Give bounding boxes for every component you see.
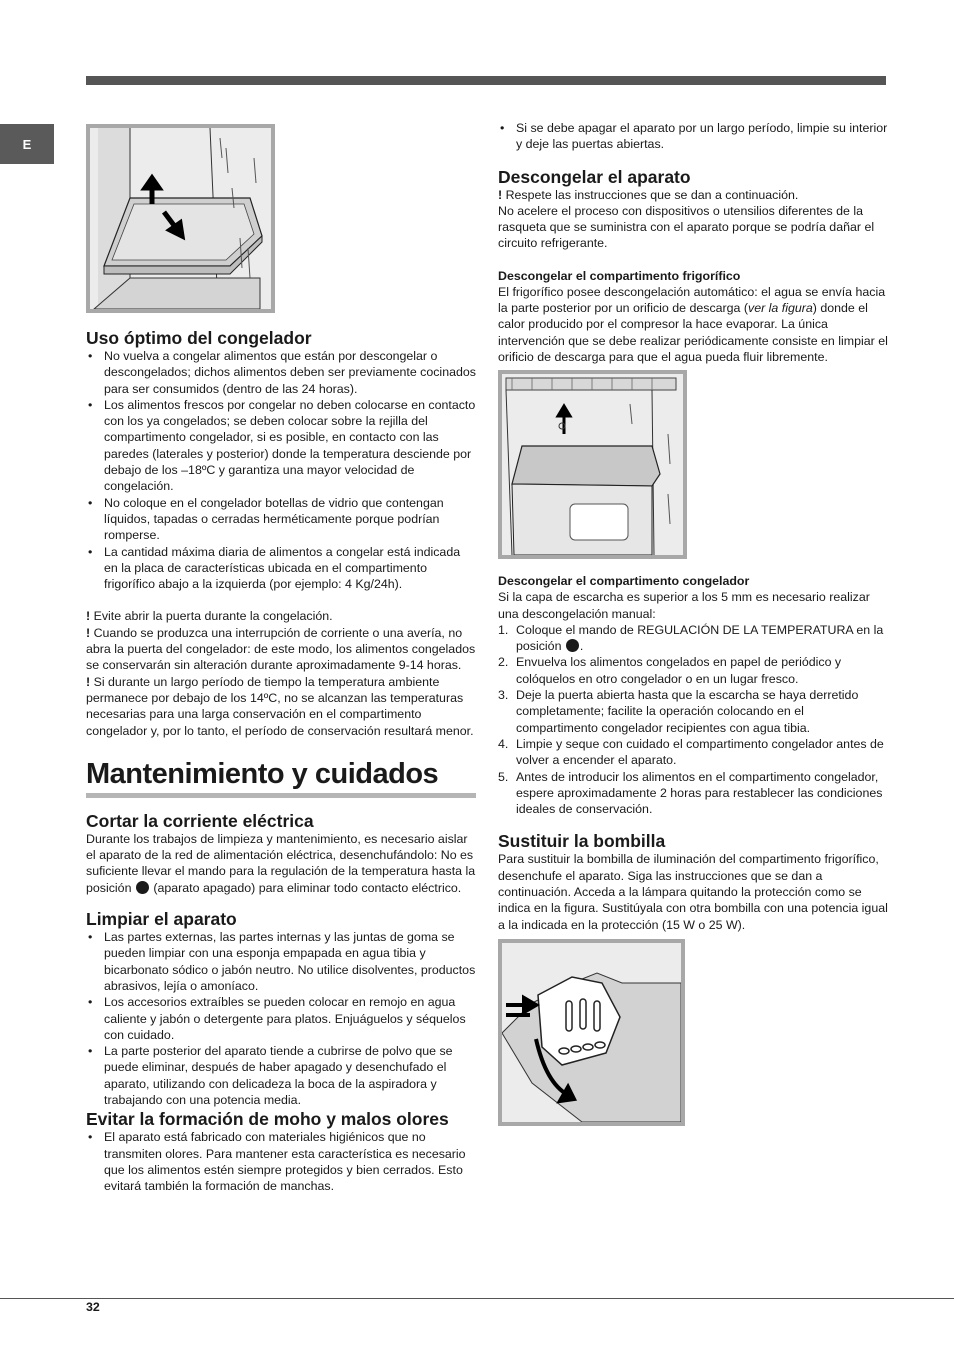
cortar-text: Durante los trabajos de limpieza y mantenimiento, es necesario aislar el aparato de la red de alimentación eléctrica, desenchufándolo: No es suficiente llevar el mando para la regulación de la temperatura hasta la posición bbox=[86, 831, 476, 895]
top-list bbox=[498, 120, 888, 153]
step-number: 1. bbox=[498, 622, 509, 637]
step-item bbox=[498, 736, 888, 769]
moho-title: Evitar la formación de moho y malos olores bbox=[86, 1109, 449, 1130]
top-rule bbox=[86, 76, 886, 85]
figure-reference: ver la figura bbox=[748, 301, 813, 316]
frigorifico-text: El frigorífico posee descongelación automático: el agua se envía hacia la parte posterior por un orificio de descarga ( bbox=[498, 284, 886, 316]
limpiar-title: Limpiar el aparato bbox=[86, 909, 237, 930]
frigorifico-text: ) donde el calor producido por el compresor la hace evaporar. La única intervención que se debe realizar periódicamente consiste en limpiar el orificio de descarga para que el agua pueda fluir libremente. bbox=[498, 301, 888, 364]
warning-text: Evite abrir la puerta durante la congelación. bbox=[90, 609, 333, 624]
step-text: Limpie y seque con cuidado el compartimento congelador antes de volver a encender el aparato. bbox=[516, 736, 884, 768]
warning-text: Respete las instrucciones que se dan a continuación. bbox=[502, 187, 799, 202]
congelador-steps bbox=[498, 622, 888, 818]
step-number: 5. bbox=[498, 769, 509, 784]
step-number: 2. bbox=[498, 655, 509, 670]
warning-paragraph bbox=[86, 625, 476, 674]
page-number: 32 bbox=[86, 1300, 100, 1314]
warning-paragraph bbox=[86, 608, 476, 624]
list-item: • Los alimentos frescos por congelar no deben colocarse en contacto con los ya congelados; se deben colocar sobre la rejilla del compartimento congelador, si es posible, en contacto con las paredes (laterales y posterior) donde la temperatura desciende por debajo de los –18ºC y garantiza una mayor velocidad de congelación. bbox=[86, 397, 476, 495]
step-item bbox=[498, 687, 888, 736]
right-column bbox=[498, 120, 888, 1126]
drain-hole-illustration bbox=[498, 370, 687, 559]
title-underline bbox=[86, 793, 476, 798]
descongelar-title: Descongelar el aparato bbox=[498, 166, 691, 187]
list-item: • Las partes externas, las partes internas y las juntas de goma se pueden limpiar con una esponja empapada en agua tibia y bicarbonato sódico o jabón neutro. No utilice disolventes, productos abrasivos, lejía o amoníaco. bbox=[86, 929, 476, 994]
step-number: 3. bbox=[498, 688, 509, 703]
main-section-title: Mantenimiento y cuidados bbox=[86, 757, 439, 790]
step-text-end: . bbox=[579, 639, 584, 654]
lamp-cover-illustration bbox=[498, 939, 685, 1126]
left-column bbox=[86, 124, 476, 1194]
descongelar-warning bbox=[498, 187, 888, 203]
off-position-icon bbox=[566, 639, 579, 652]
warning-text: Cuando se produzca una interrupción de corriente o una avería, no abra la puerta del congelador: de este modo, los alimentos congelados se conservarán sin alteración durante aproximadamente 9-14 horas. bbox=[86, 625, 476, 673]
step-item bbox=[498, 622, 888, 655]
bombilla-title: Sustituir la bombilla bbox=[498, 831, 666, 852]
list-item: • Si se debe apagar el aparato por un largo período, limpie su interior y deje las puertas abiertas. bbox=[498, 120, 888, 153]
descongelar-text: No acelere el proceso con dispositivos o utensilios diferentes de la rasqueta que se suministra con el aparato porque se podría dañar el circuito refrigerante. bbox=[498, 203, 875, 251]
list-item: • El aparato está fabricado con materiales higiénicos que no transmiten olores. Para mantener esta característica es necesario que los alimentos estén siempre protegidos y bien cerrados. Esto evitará también la formación de manchas. bbox=[86, 1129, 476, 1194]
step-item bbox=[498, 769, 888, 818]
uso-list bbox=[86, 348, 476, 592]
step-text: Envuelva los alimentos congelados en papel de periódico y colóquelos en otro congelador o en un lugar fresco. bbox=[516, 655, 842, 686]
list-item: • La cantidad máxima diaria de alimentos a congelar está indicada en la placa de características ubicada en el compartimento frigorífico abajo a la izquierda (por ejemplo: 4 Kg/24h). bbox=[86, 544, 476, 593]
warning-mark: ! bbox=[86, 625, 91, 640]
congelador-title: Descongelar el compartimento congelador bbox=[498, 574, 750, 589]
list-item: • No coloque en el congelador botellas de vidrio que contengan líquidos, tapadas o cerradas herméticamente porque podrían romperse. bbox=[86, 495, 476, 544]
warning-mark: ! bbox=[86, 609, 91, 624]
frigorifico-title: Descongelar el compartimento frigorífico bbox=[498, 268, 741, 283]
bottom-rule bbox=[0, 1298, 954, 1299]
congelador-text: Si la capa de escarcha es superior a los 5 mm es necesario realizar una descongelación manual: bbox=[498, 590, 870, 621]
bombilla-text: Para sustituir la bombilla de iluminación del compartimento frigorífico, desenchufe el aparato. Siga las instrucciones que se dan a continuación. Acceda a la lámpara quitando la protección como se indica en la figura. Sustitúyala con otra bombilla con una potencia igual a la indicada en la protección (15 W o 25 W). bbox=[498, 852, 888, 932]
cortar-title: Cortar la corriente eléctrica bbox=[86, 810, 314, 831]
warning-mark: ! bbox=[86, 674, 91, 689]
shelf-illustration bbox=[86, 124, 275, 313]
language-tab: E bbox=[0, 124, 54, 164]
step-text: Coloque el mando de REGULACIÓN DE LA TEMPERATURA en la posición bbox=[516, 622, 884, 654]
moho-list bbox=[86, 1129, 476, 1194]
limpiar-list bbox=[86, 929, 476, 1108]
step-text: Deje la puerta abierta hasta que la escarcha se haya derretido completamente; facilite la operación colocando en el compartimento congelador recipientes con agua tibia. bbox=[516, 688, 859, 735]
step-number: 4. bbox=[498, 736, 509, 751]
warning-mark: ! bbox=[498, 187, 503, 202]
step-text: Antes de introducir los alimentos en el compartimento congelador, espere aproximadamente 2 horas para restablecer las condiciones ideales de conservación. bbox=[516, 769, 883, 817]
step-item bbox=[498, 654, 888, 687]
warning-paragraph bbox=[86, 674, 476, 739]
uso-title: Uso óptimo del congelador bbox=[86, 328, 312, 348]
list-item: • La parte posterior del aparato tiende a cubrirse de polvo que se puede eliminar, después de haber apagado y desenchufado el aparato, utilizando con delicadeza la boca de la aspiradora y trabajando con una potencia media. bbox=[86, 1043, 476, 1108]
off-position-icon bbox=[136, 881, 149, 894]
frigorifico-paragraph bbox=[498, 284, 888, 365]
cortar-text: (aparato apagado) para eliminar todo contacto eléctrico. bbox=[149, 880, 462, 895]
cortar-paragraph bbox=[86, 831, 476, 896]
list-item: • No vuelva a congelar alimentos que están por descongelar o descongelados; dichos alimentos deben ser previamente cocinados para ser consumidos (dentro de las 24 horas). bbox=[86, 348, 476, 397]
list-item: • Los accesorios extraíbles se pueden colocar en remojo en agua caliente y jabón o detergente para platos. Enjuáguelos y séquelos con cuidado. bbox=[86, 994, 476, 1043]
warning-text: Si durante un largo período de tiempo la temperatura ambiente permanece por debajo de los 14ºC, no se alcanzan las temperaturas necesarias para una larga conservación en el compartimento congelador y, por lo tanto, el período de conservación resultará menor. bbox=[86, 674, 474, 738]
